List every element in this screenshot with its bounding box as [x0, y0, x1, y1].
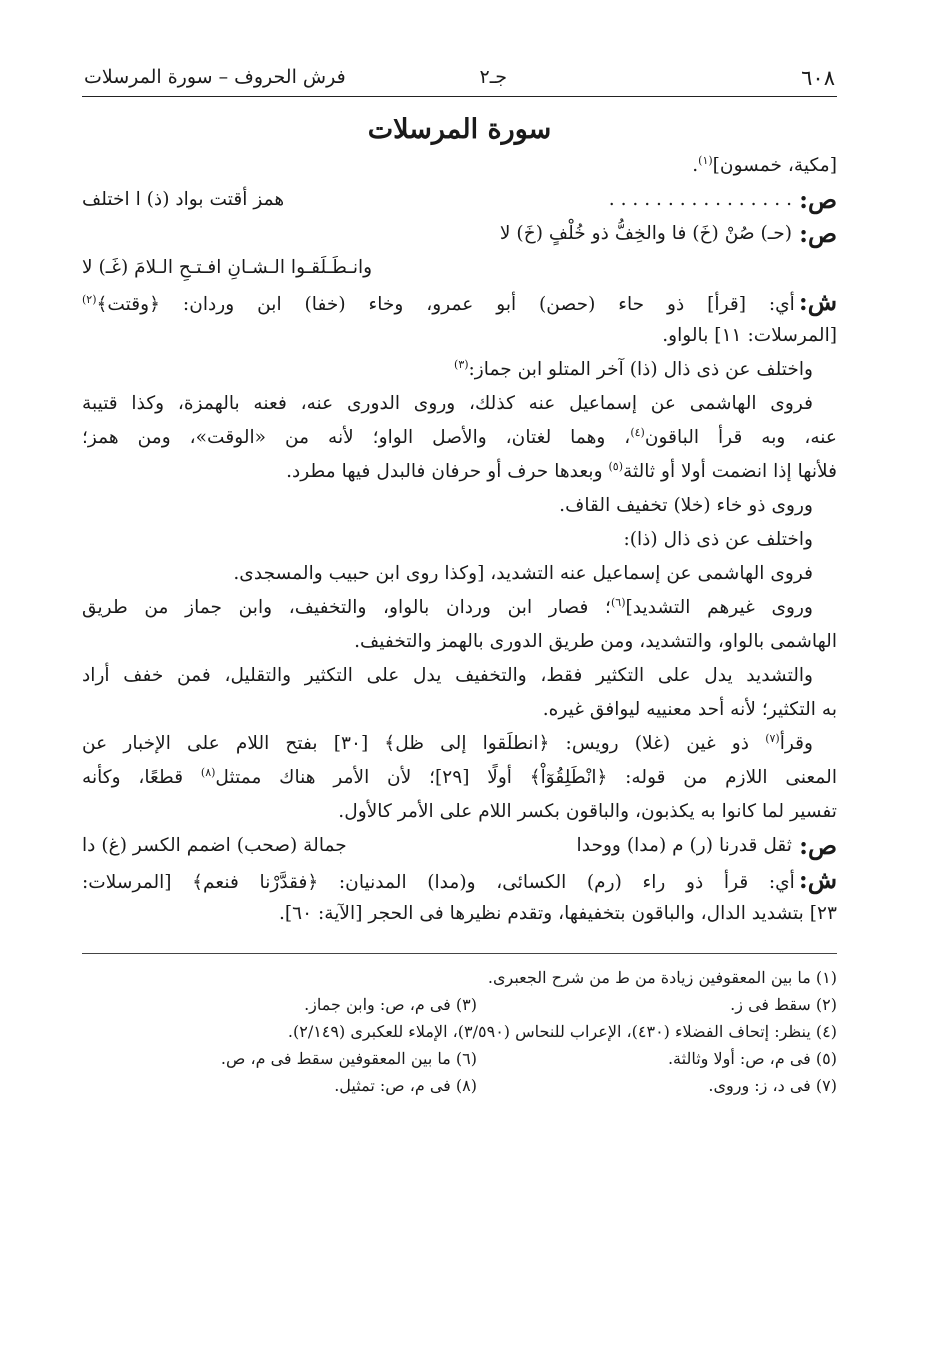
hemistich-second: همز أقتت بواد (ذ) ا اختلف — [82, 189, 285, 210]
footnote-ref: (٥) — [608, 459, 623, 473]
commentary-line: [المرسلات: ١١] بالواو. — [662, 325, 837, 346]
footnote-row — [82, 1018, 837, 1045]
paragraph-line: وروى غيرهم التشديد]$^{(٦)}$؛ فصار ابن وردان بالواو، والتخفيف، وابن جماز من طريق — [82, 595, 813, 618]
footnote-ref: (١) — [698, 153, 713, 167]
verse-label: ص: — [799, 185, 837, 214]
footnote: (١) ما بين المعقوفين زيادة من ط من شرح الجعبرى. — [487, 968, 837, 987]
paragraph-line: فروى الهاشمى عن إسماعيل عنه التشديد، [وكذا روى ابن حبيب والمسجدى. — [233, 563, 813, 584]
paragraph-line: وقرأ$^{(٧)}$ ذو غين (غلا) رويس: ﴿انطلَقوا إلى ظل﴾ [٣٠] بفتح اللام على الإخبار عن — [82, 731, 813, 754]
footnote-ref: (٦) — [610, 595, 626, 609]
surah-intro: [مكية، خمسون]$^{(١)}$. — [692, 153, 837, 176]
footnote-row — [82, 1072, 837, 1099]
commentary-line: ش:أي: [قرأ] ذو حاء (حصن) أبو عمرو، وخاء (خفا) ابن وردان: ﴿وقتت﴾$^{(٢)}$ — [82, 287, 837, 316]
paragraph-line: واختلف عن ذى ذال (ذا) آخر المتلو ابن جماز:$^{(٣)}$ — [454, 357, 813, 380]
volume-number: جـ٢ — [479, 66, 507, 88]
footnote-row — [82, 1045, 837, 1072]
commentary-label: ش: — [798, 865, 837, 894]
hemistich-second: وانـطَـلَقـوا الـشـانِ افـتـحِ الـلامَ (غَـ) لا — [82, 257, 373, 278]
page-header — [82, 60, 837, 97]
page-number: ٦٠٨ — [801, 66, 835, 90]
footnote: (٧) فى د، ز: وروى. — [708, 1076, 837, 1095]
commentary-line: ٢٣] بتشديد الدال، والباقون بتخفيفها، وتقدم نظيرها فى الحجر [الآية: ٦٠]. — [278, 903, 837, 924]
commentary-line: ش:أي: قرأ ذو راء (رم) الكسائى، و(مدا) المدنيان: ﴿فقدَّرْنا فنعم﴾ [المرسلات: — [82, 865, 837, 894]
verse-label: ص: — [799, 219, 837, 248]
verse-3 — [82, 829, 837, 863]
footnote-ref: (٢) — [82, 292, 97, 306]
verse-label: ص: — [799, 831, 837, 860]
footnote: (٨) فى م، ص: تمثيل. — [334, 1076, 477, 1095]
hemistich-first: ثقل قدرنا (ر) م (مدا) ووحدا — [576, 835, 792, 856]
footnote: (٢) سقط فى ز. — [730, 995, 837, 1014]
paragraph-line: به التكثير؛ لأنه أحد معنييه ليوافق غيره. — [542, 699, 837, 720]
verse-1 — [82, 183, 837, 217]
paragraph-line: والتشديد يدل على التكثير فقط، والتخفيف يدل على التكثير والتقليل، فمن خفف أراد — [82, 665, 813, 686]
running-title: فرش الحروف – سورة المرسلات — [84, 66, 346, 88]
paragraph-line: فروى الهاشمى عن إسماعيل عنه كذلك، وروى الدورى عنه، فعنه بالهمزة، وكذا قتيبة — [82, 393, 813, 414]
footnotes — [82, 953, 837, 1099]
paragraph-line: الهاشمى بالواو، والتشديد، ومن طريق الدورى بالهمز والتخفيف. — [354, 631, 837, 652]
paragraph-line: واختلف عن ذى ذال (ذا): — [623, 529, 813, 550]
paragraph-line: وروى ذو خاء (خلا) تخفيف القاف. — [559, 495, 813, 516]
footnote-row — [82, 991, 837, 1018]
paragraph-line: فلأنها إذا انضمت أولا أو ثالثة$^{(٥)}$ وبعدها حرف أو حرفان فالبدل فيها مطرد. — [286, 459, 837, 482]
paragraph-line: تفسير لما كانوا به يكذبون، والباقون بكسر اللام على الأمر كالأول. — [338, 801, 837, 822]
footnote-row — [82, 964, 837, 991]
hemistich-second: جمالة (صحب) اضمم الكسر (غ) دا — [82, 835, 347, 856]
footnote-ref: (٧) — [765, 731, 780, 745]
footnote-ref: (٤) — [630, 425, 645, 439]
paragraph-line: المعنى اللازم من قوله: ﴿انْطَلِقُوٓاْ﴾ أولًا [٢٩]؛ لأن الأمر هناك ممتثل$^{(٨)}$ قطعًا، وكأنه — [82, 765, 837, 788]
footnote-ref: (٣) — [454, 357, 469, 371]
footnote: (٦) ما بين المعقوفين سقط فى م، ص. — [220, 1049, 477, 1068]
commentary-label: ش: — [798, 287, 837, 316]
verse-2 — [82, 217, 837, 251]
verse-2-second-line — [82, 251, 837, 285]
paragraph-line: عنه، وبه قرأ الباقون$^{(٤)}$، وهما لغتان، والأصل الواو؛ لأنه من «الوقت»، ومن همز؛ — [82, 425, 837, 448]
footnote: (٣) فى م، ص: وابن جماز. — [304, 995, 477, 1014]
footnote: (٥) فى م، ص: أولا وثالثة. — [667, 1049, 837, 1068]
hemistich-first: . . . . . . . . . . . . . . . . — [608, 189, 792, 210]
footnote-ref: (٨) — [200, 765, 216, 779]
surah-title: سورة المرسلات — [367, 114, 552, 145]
book-page — [82, 60, 837, 1099]
hemistich-first: (حـ) صُنْ (خَ) فا والخِفُّ ذو خُلْفٍ (خَ) لا — [499, 223, 792, 244]
footnote: (٤) ينظر: إتحاف الفضلاء (٤٣٠)، الإعراب للنحاس (٣/٥٩٠)، الإملاء للعكبرى (٢/١٤٩). — [287, 1022, 837, 1041]
